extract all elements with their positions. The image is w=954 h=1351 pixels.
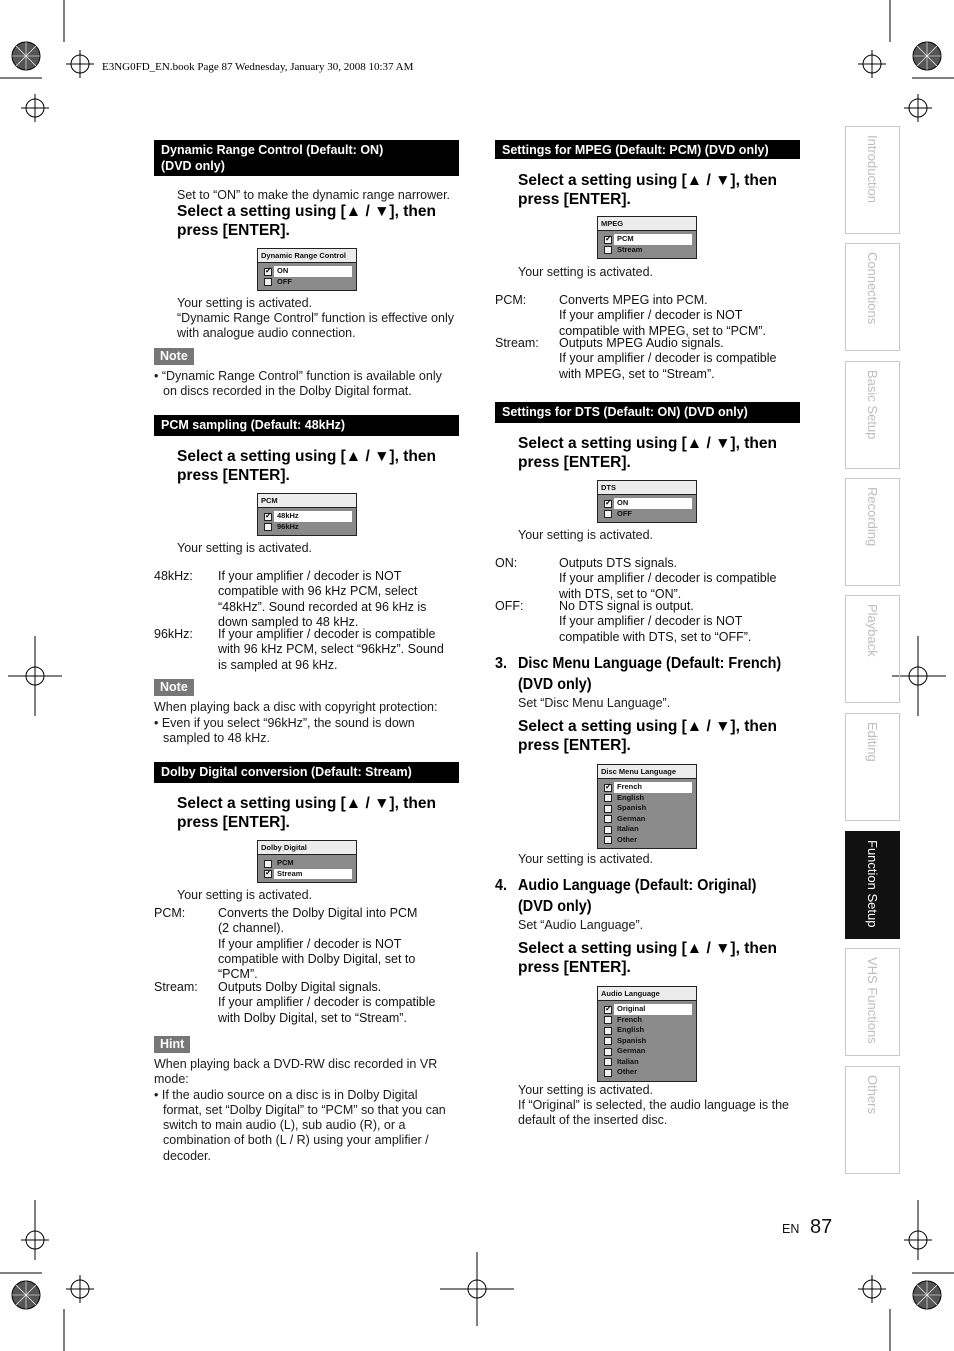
disc-menu-title: Disc Menu Language (Default: French) (DVD only) <box>518 655 782 693</box>
footer-lang: EN <box>782 1222 800 1236</box>
pcm-menu <box>257 493 357 536</box>
tab-function-setup[interactable]: Function Setup <box>845 831 900 939</box>
checkbox-icon <box>604 815 612 823</box>
mpeg-menu <box>597 216 697 259</box>
drc-menu <box>257 248 357 291</box>
mpeg-term-stream: Stream: <box>495 336 539 350</box>
mpeg-option-stream[interactable]: Stream <box>602 245 692 256</box>
audio-lang-note-2: default of the inserted disc. <box>518 1113 668 1127</box>
drc-step: Select a setting using [▲ / ▼], then press [ENTER]. <box>177 203 436 239</box>
drc-menu-title: Dynamic Range Control <box>258 249 356 263</box>
pcm-step: Select a setting using [▲ / ▼], then press [ENTER]. <box>177 448 436 484</box>
section-bar-pcm: PCM sampling (Default: 48kHz) <box>154 415 459 436</box>
disc-menu-option-english[interactable]: English <box>602 793 692 804</box>
audio-lang-option-spanish[interactable]: Spanish <box>602 1036 692 1047</box>
mpeg-menu-title: MPEG <box>598 217 696 231</box>
disc-menu-option-french[interactable]: ✓ French <box>602 782 692 793</box>
mpeg-term-pcm: PCM: <box>495 293 527 307</box>
drc-title-1: Dynamic Range Control (Default: ON) <box>161 143 384 157</box>
checkbox-icon <box>604 1016 612 1024</box>
section-bar-drc <box>154 140 459 176</box>
tab-playback[interactable]: Playback <box>845 595 900 703</box>
checkbox-icon <box>604 1069 612 1077</box>
checkbox-icon <box>604 1037 612 1045</box>
checkbox-icon <box>264 278 272 286</box>
drc-title-2: (DVD only) <box>161 159 225 173</box>
tab-connections[interactable]: Connections <box>845 243 900 351</box>
disc-menu-menu-title: Disc Menu Language <box>598 765 696 779</box>
tab-recording[interactable]: Recording <box>845 478 900 586</box>
audio-lang-menu-title: Audio Language <box>598 987 696 1001</box>
dolby-hint-text: When playing back a DVD-RW disc recorded in VR mode: • If the audio source on a disc is in Dolby Digital format, set “Dolby Digital” to “PCM” so that you can switch to main audio (L), sub audio (R), or a combination of both (L / R) using your amplifier / decoder. <box>154 1057 446 1163</box>
drc-note-badge: Note <box>154 348 194 365</box>
dts-step: Select a setting using [▲ / ▼], then press [ENTER]. <box>518 435 777 471</box>
dolby-menu-title: Dolby Digital <box>258 841 356 855</box>
checkbox-checked-icon <box>604 500 612 508</box>
drc-note-1: “Dynamic Range Control” function is effective only <box>177 311 454 325</box>
dts-term-on: ON: <box>495 556 518 570</box>
mpeg-activated: Your setting is activated. <box>518 265 654 279</box>
audio-lang-note-1: If “Original” is selected, the audio language is the <box>518 1098 789 1112</box>
pcm-activated: Your setting is activated. <box>177 541 313 555</box>
dolby-menu <box>257 840 357 883</box>
checkbox-checked-icon <box>604 236 612 244</box>
pcm-def-96khz: If your amplifier / decoder is compatible with 96 kHz PCM, select “96kHz”. Sound is sampled at 96 kHz. <box>218 627 444 672</box>
dts-def-on: Outputs DTS signals. If your amplifier / decoder is compatible with DTS, set to “ON”. <box>559 556 777 601</box>
drc-option-on[interactable]: ✓ ON <box>262 266 352 277</box>
checkbox-checked-icon <box>604 784 612 792</box>
dolby-step: Select a setting using [▲ / ▼], then press [ENTER]. <box>177 795 436 831</box>
section-bar-dts: Settings for DTS (Default: ON) (DVD only) <box>495 402 800 423</box>
disc-menu-menu <box>597 764 697 849</box>
dts-option-on[interactable]: ✓ ON <box>602 498 692 509</box>
checkbox-checked-icon <box>264 513 272 521</box>
page-number: 87 <box>810 1216 833 1238</box>
dolby-activated: Your setting is activated. <box>177 888 313 902</box>
disc-menu-option-other[interactable]: Other <box>602 835 692 846</box>
mpeg-def-stream: Outputs MPEG Audio signals. If your amplifier / decoder is compatible with MPEG, set to “Stream”. <box>559 336 777 381</box>
checkbox-icon <box>604 805 612 813</box>
dts-menu <box>597 480 697 523</box>
pcm-note-line: When playing back a disc with copyright protection: <box>154 700 438 714</box>
dolby-hint-badge: Hint <box>154 1036 190 1053</box>
pcm-note-b2: sampled to 48 kHz. <box>163 731 270 745</box>
dolby-option-pcm[interactable]: PCM <box>262 858 352 869</box>
drc-activated: Your setting is activated. <box>177 296 313 310</box>
checkbox-icon <box>604 1048 612 1056</box>
checkbox-checked-icon <box>264 870 272 878</box>
audio-lang-option-german[interactable]: German <box>602 1046 692 1057</box>
checkbox-icon <box>604 826 612 834</box>
dolby-option-stream[interactable]: ✓ Stream <box>262 869 352 880</box>
pcm-note-b1: • Even if you select “96kHz”, the sound is down <box>154 716 415 730</box>
checkbox-icon <box>264 523 272 531</box>
tab-others[interactable]: Others <box>845 1066 900 1174</box>
audio-lang-option-other[interactable]: Other <box>602 1067 692 1078</box>
mpeg-def-pcm: Converts MPEG into PCM. If your amplifier / decoder is NOT compatible with MPEG, set to “PCM”. <box>559 293 767 338</box>
dts-activated: Your setting is activated. <box>518 528 654 542</box>
disc-menu-step: Select a setting using [▲ / ▼], then press [ENTER]. <box>518 718 777 754</box>
drc-intro: Set to “ON” to make the dynamic range narrower. <box>177 188 451 202</box>
dolby-term-pcm: PCM: <box>154 906 186 920</box>
drc-note-2: with analogue audio connection. <box>177 326 356 340</box>
pcm-option-96khz[interactable]: 96kHz <box>262 522 352 533</box>
tab-basic-setup[interactable]: Basic Setup <box>845 361 900 469</box>
audio-lang-option-italian[interactable]: Italian <box>602 1057 692 1068</box>
dolby-term-stream: Stream: <box>154 980 198 994</box>
audio-lang-menu <box>597 986 697 1082</box>
audio-lang-number: 4. <box>495 877 508 894</box>
audio-lang-option-original[interactable]: ✓ Original <box>602 1004 692 1015</box>
audio-lang-set: Set “Audio Language”. <box>518 918 644 932</box>
pcm-def-48khz: If your amplifier / decoder is NOT compatible with 96 kHz PCM, select “48kHz”. Sound recorded at 96 kHz is down sampled to 48 kHz. <box>218 569 427 629</box>
dts-term-off: OFF: <box>495 599 524 613</box>
checkbox-icon <box>604 836 612 844</box>
tab-vhs-functions[interactable]: VHS Functions <box>845 948 900 1056</box>
audio-lang-option-english[interactable]: English <box>602 1025 692 1036</box>
dts-option-off[interactable]: OFF <box>602 509 692 520</box>
disc-menu-option-spanish[interactable]: Spanish <box>602 803 692 814</box>
drc-note-bullet-1: • “Dynamic Range Control” function is available only <box>154 369 442 383</box>
disc-menu-number: 3. <box>495 655 508 672</box>
checkbox-icon <box>264 860 272 868</box>
audio-lang-option-french[interactable]: French <box>602 1015 692 1026</box>
checkbox-icon <box>604 1027 612 1035</box>
dolby-def-pcm: Converts the Dolby Digital into PCM (2 channel). If your amplifier / decoder is NOT compatible with Dolby Digital, set to “PCM”. <box>218 906 418 982</box>
audio-lang-step: Select a setting using [▲ / ▼], then press [ENTER]. <box>518 940 777 976</box>
checkbox-checked-icon <box>264 268 272 276</box>
tab-editing[interactable]: Editing <box>845 713 900 821</box>
drc-note-bullet-2: on discs recorded in the Dolby Digital format. <box>163 384 412 398</box>
pcm-term-48khz: 48kHz: <box>154 569 193 583</box>
disc-menu-option-italian[interactable]: Italian <box>602 824 692 835</box>
drc-option-off[interactable]: OFF <box>262 277 352 288</box>
tab-introduction[interactable]: Introduction <box>845 126 900 234</box>
checkbox-icon <box>604 794 612 802</box>
page-header: E3NG0FD_EN.book Page 87 Wednesday, January 30, 2008 10:37 AM <box>102 61 414 73</box>
dts-def-off: No DTS signal is output. If your amplifier / decoder is NOT compatible with DTS, set to “OFF”. <box>559 599 752 644</box>
dolby-def-stream: Outputs Dolby Digital signals. If your amplifier / decoder is compatible with Dolby Digital, set to “Stream”. <box>218 980 436 1025</box>
mpeg-step: Select a setting using [▲ / ▼], then press [ENTER]. <box>518 172 777 208</box>
audio-lang-activated: Your setting is activated. <box>518 1083 654 1097</box>
disc-menu-option-german[interactable]: German <box>602 814 692 825</box>
pcm-option-48khz[interactable]: ✓ 48kHz <box>262 511 352 522</box>
audio-lang-title: Audio Language (Default: Original) (DVD only) <box>518 877 757 915</box>
pcm-term-96khz: 96kHz: <box>154 627 193 641</box>
checkbox-icon <box>604 246 612 254</box>
section-bar-mpeg: Settings for MPEG (Default: PCM) (DVD only) <box>495 140 800 159</box>
section-bar-dolby: Dolby Digital conversion (Default: Stream) <box>154 762 459 783</box>
disc-menu-set: Set “Disc Menu Language”. <box>518 696 671 710</box>
mpeg-option-pcm[interactable]: ✓ PCM <box>602 234 692 245</box>
dts-menu-title: DTS <box>598 481 696 495</box>
checkbox-icon <box>604 510 612 518</box>
pcm-note-badge: Note <box>154 679 194 696</box>
checkbox-icon <box>604 1058 612 1066</box>
pcm-menu-title: PCM <box>258 494 356 508</box>
checkbox-checked-icon <box>604 1006 612 1014</box>
disc-menu-activated: Your setting is activated. <box>518 852 654 866</box>
